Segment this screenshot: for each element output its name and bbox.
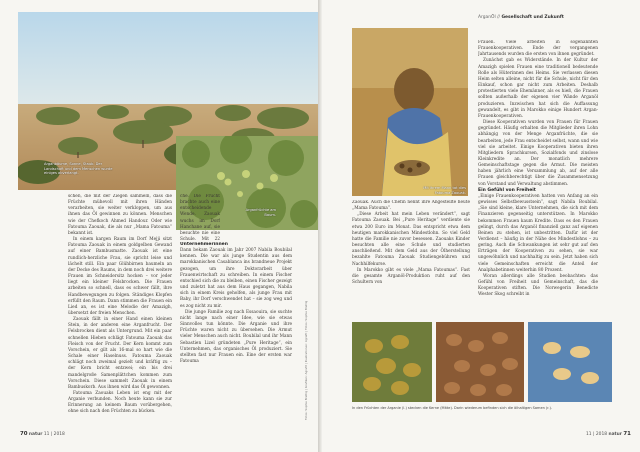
thumbs-caption: In den Früchten der Arganie (l.) stecken die Kerne (Mitte). Darin wiederum befinden sich die ölhaltigen Samen (r.). <box>352 406 553 410</box>
paragraph: Fatouma Zaouaks Leben ist eng mit der Arganie verbunden. Noch heute kann sie zur Erinnerung an keinem Baum vorübergehen, ohne sich nach den Früchten zu bücken. <box>68 391 172 415</box>
issue: 11 | 2018 <box>43 432 65 437</box>
argan-fruits-thumb <box>352 322 432 402</box>
landscape-photo-caption: Arganbäume, Sonne, Staub. Der Landschaft und dem Menschen wurde einiges abverlangt. <box>44 162 113 176</box>
paragraph: Zaouak fällt in einer Hand einen kleinen Stein, in der anderen eine Arganfrucht. Der Felsbrocken dient als Untergrund. Mit ein paar schnellen Hieben schlägt Fatouma Zaouak das Fleisch von der Frucht. Der Kern kommt zum Vorschein, er gilt als 16-mal so hart wie die Schale einer Haselnuss. Fatouma Zaouak schlägt noch zweimal gezielt und kräftig zu – der Kern bricht entzwei; ein bis drei mandelgroße Samenplättchen kommen zum Vorschein. Diese sammelt Zaouak in einem Bambuskorb. Aus ihnen wird das Öl gewonnen. <box>68 317 172 390</box>
issue: 11 | 2018 <box>586 432 608 437</box>
paragraph: Zunächst gab es Widerstände. In der Kultur der Amazigh spielen Frauen eine traditionell bedeutende Rolle als Hüterinnen des Heims. Sie verlassen diesen Heim selten alleine, nicht für die Schule, nicht für den Einkauf, schon gar nicht zum Arbeiten. Deshalb protestierten viele Ehemänner, als es hieß, die Frauen sollten außerhalb der eigenen vier Wände Arganöl produzieren. Inzwischen hat sich die Auffassung gewandelt, es gibt in Marokko einige Hundert Argan-Frauenkooperativen. <box>478 58 598 119</box>
magazine-name: natur <box>608 432 622 437</box>
paragraph: „Diese Arbeit hat mein Leben verändert“, sagt Fatouma Zaouak. Bei „Pure Heritage“ verdiente sie etwa 200 Euro im Monat. Das entspricht etwa dem heutigen marokkanischen Mindestlohn. So viel Geld hatte die Familie nie zuvor besessen. Zaouaks Kinder besuchten alle eine Schule und studierten anschließend. Mit dem Geld aus der Ölherstellung bezahlte Fatouma Zaouak Studiengebühren und Nachhilfekurse. <box>352 212 470 267</box>
paragraph: „Einige Frauenkooperativen hatten von Anfang an ein gewisses Selbstbewusstsein“, sagt Nabila Boubilal. „Sie sind kleine, klare Unternehmen, die sich mit dem Finanzieren gegenseitig unterstützen. In Marokko bekommen Frauen kaum Kredite. Dass es den Frauen gelingt, durch das Arganöl finanziell ganz auf eigenen Beinen zu stehen, ist unbestritten. Dafür ist der Verdienst – häufig in der Nähe des Mindestlohns – zu gering. Auch die Schwankungen ist sehr gut auf den Erträgen der Kooperativen zu sehen, sie war ungewöhnlich und nachhaltig zu sein. Jetzt haben sich viele Gemeinschaften erreicht die Anteil der Analphabetinnen weiterhin 80 Prozent. <box>478 193 598 273</box>
left-column-2-lower <box>180 242 292 426</box>
paragraph: schen, die mit der Ziegen sammeln, dass die Früchte mühevoll mit ihren Händen verarbeiten, sie weiter verkloppen, um aus ihnen das Öl gewinnen zu können. Menschen wie der Chefkoch Ahmed Handour. Oder wie Fatouma Zaouak, die als nur „Mama Fatouma“ bekannt ist. <box>68 194 172 236</box>
right-column-2 <box>478 40 598 326</box>
woman-cracking-nuts-photo <box>352 28 468 196</box>
argan-kernels-thumb <box>436 322 524 402</box>
subheading: Ein Gefühl von Freiheit <box>478 187 536 193</box>
paragraph: Frauen. Viele arbeiten in sogenannten Frauenkooperativen. Ende der vergangenen Jahrtausends wurden die ersten von ihnen gegründet. <box>478 40 598 58</box>
paragraph: che. Die Frucht brachte auch eine entscheidende Wende. Zaouak wuchs im Dorf Hanchane auf, sie besuchte nie eine Schule. Mit 22 <box>180 194 220 242</box>
right-column-1 <box>352 200 470 320</box>
left-folio <box>20 431 65 437</box>
subheading: Unternehmerinnen <box>180 242 228 247</box>
fruit-photo-caption: Arganfrüchte am Baum. <box>245 208 276 217</box>
paragraph: Diese Kooperativen wurden von Frauen für Frauen gegründet. Häufig erhalten die Mitglieder ihren Lohn abhängig von der Menge Arganfrüchte, die sie bearbeiten, jede Frau entscheidet selbst, wann und wie viel sie arbeitet. Einige Kooperativen bieten ihren Mitgliedern Sprachkursen, Sozialfonds und zinslose Kleinkredite an. Der monatlich mehrere Gemeinschaftstage gegen die Armut. Die meisten haben jährlich eine Versammlung ab, auf der alle Frauen gleichberechtigt über die Zusammensetzung von Vorstand und Verwaltung abstimmen. <box>478 120 598 187</box>
paragraph: Woran allerdings alle Studien beobachten: das Gefühl von Freiheit und Gemeinschaft, das die Kooperativen stiften. Die Norwegerin Benedicte Wester Skog schreibt in <box>478 273 598 298</box>
woman-photo-caption: Mit ihrem Mann tat dies Fatouma Zaouak. <box>423 186 466 195</box>
section-rubric <box>478 15 564 20</box>
paragraph: Die junge Familie zog nach Essaouira, sie suchte nicht lange nach einer Idee, wie sie etwas Sinnvolles tun könnte. Die Arganie und ihre Früchte waren nicht zu übersehen. Die Armut vieler Menschen auch nicht. Boubilal und ihr Mann Sebastien Lizel gründeten „Pure Heritage“, ein Unternehmen, das organisches Öl produziert. Sie stellten fast nur Frauen ein. Eine der ersten war Fatouma <box>180 309 292 364</box>
paragraph: Dann bekam Zaouak im Jahr 2007 Nabila Boubilal kennen. Die war als junge Studentin aus dem marokkanischen Casablanca ins brandneue Projekt gezogen, um ihre Doktorarbeit über Frauenwirtschaft zu schreiben. In einem Fischer entschied sich die zu bleiben, einen Fischer gezeigt und zuletzt hat aus dem Haus gegangen, Nabila sich in einem Kreis geholfen, als junge Frau mit Baby, ihr Dorf verschwendet hat – sie zog weg und es zog nicht zu mir. <box>180 248 292 309</box>
right-folio <box>586 431 631 437</box>
argan-seeds-thumb <box>528 322 612 402</box>
left-column-2 <box>180 194 220 242</box>
paragraph: Zaouak. Auch die Chefin nennt ihre Angestellte heute „Mama Fatouma“. <box>352 200 470 212</box>
paragraph: In einem kargen Raum im Dorf Mejji sitzt Fatouma Zaouak in einem goldgelben Gewand auf einer Bambusmatte. Zaouak ist eine rundlich-herzliche Frau, sie spricht leise und lächelt still. Ein paar Glühbirnen baumeln an der Decke des Raums, in dem noch drei weitere Frauen im Schneidersitz hocken – vor jeder liegt ein kleiner Felsbrocken. Die Frauen arbeiten so schnell, dass es schwer fällt, ihre Handbewegungen zu folgen. Ständiges Klopfen erfüllt den Raum. Dann stimmen die Frauen ein Lied an, es ist eine Melodie der Amazigh, übersetzt der freien Menschen. <box>68 237 172 316</box>
photo-credit: Fotos: Sophie Brettig | Grafiken: Agrafit | Illustrationen: Agrafit | Fotos: Sophie Brettig <box>304 300 308 420</box>
paragraph: In Marokko gibt es viele „Mama Fatoumas“. Fast die gesamte Arganöl-Produktion ruht auf den Schultern von <box>352 267 470 286</box>
page-number: 71 <box>623 431 631 437</box>
rubric-prefix: ArganÖl // <box>478 15 501 20</box>
page-number: 70 <box>20 431 28 437</box>
left-column-1 <box>68 194 172 426</box>
rubric-title: Gesellschaft und Zukunft <box>501 15 564 20</box>
magazine-name: natur <box>28 432 43 437</box>
